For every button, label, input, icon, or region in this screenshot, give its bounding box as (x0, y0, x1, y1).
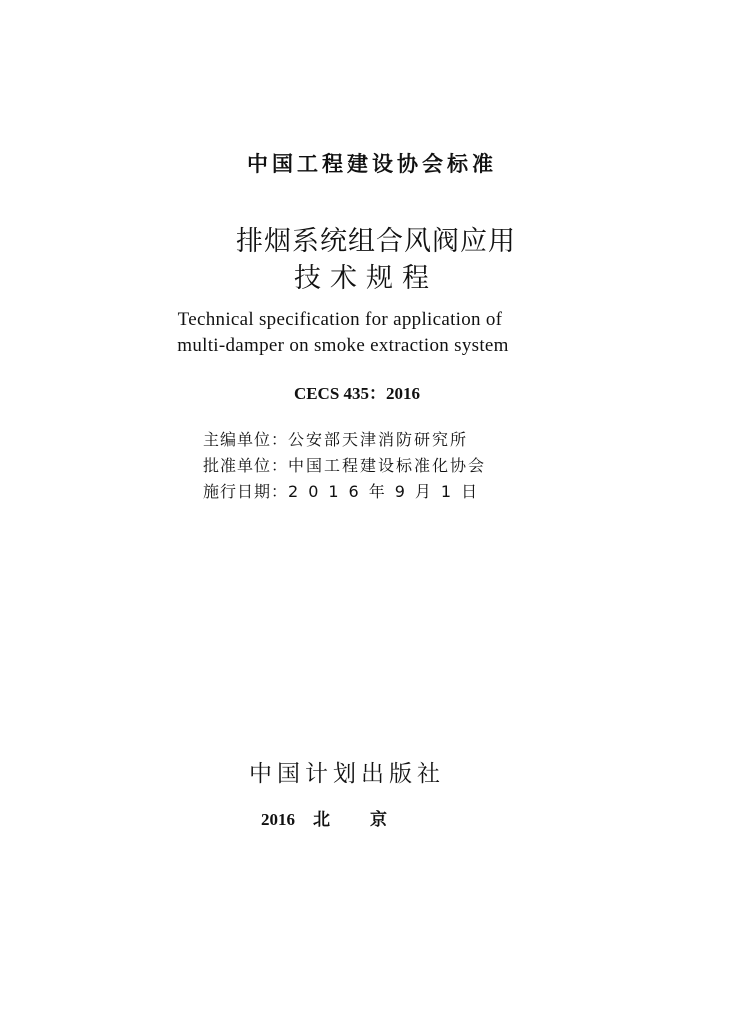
editor-unit-value: 公安部天津消防研究所 (288, 430, 469, 449)
main-title-line-1: 排烟系统组合风阀应用 (236, 226, 516, 257)
series-title: 中国工程建设协会标准 (247, 152, 497, 176)
editor-unit-label: 主编单位： (203, 430, 289, 449)
editor-unit (203, 427, 468, 450)
english-title-line-1: Technical specification for application of (177, 309, 503, 330)
effective-date-label: 施行日期： (203, 482, 289, 501)
main-title-line-2: 技术规程 (294, 263, 438, 294)
english-title-line-2: multi-damper on smoke extraction system (177, 335, 509, 356)
imprint-year: 2016 (261, 810, 295, 829)
approver-unit-label: 批准单位： (203, 456, 289, 475)
imprint (0, 805, 710, 830)
approver-unit (203, 453, 486, 476)
standard-code: CECS 435：2016 (293, 384, 421, 403)
publisher-name: 中国计划出版社 (249, 761, 445, 787)
effective-date-value: 2016年9月1日 (288, 482, 488, 501)
imprint-city: 北京 (313, 810, 427, 830)
approver-unit-value: 中国工程建设标准化协会 (288, 456, 487, 475)
effective-date (203, 479, 487, 502)
